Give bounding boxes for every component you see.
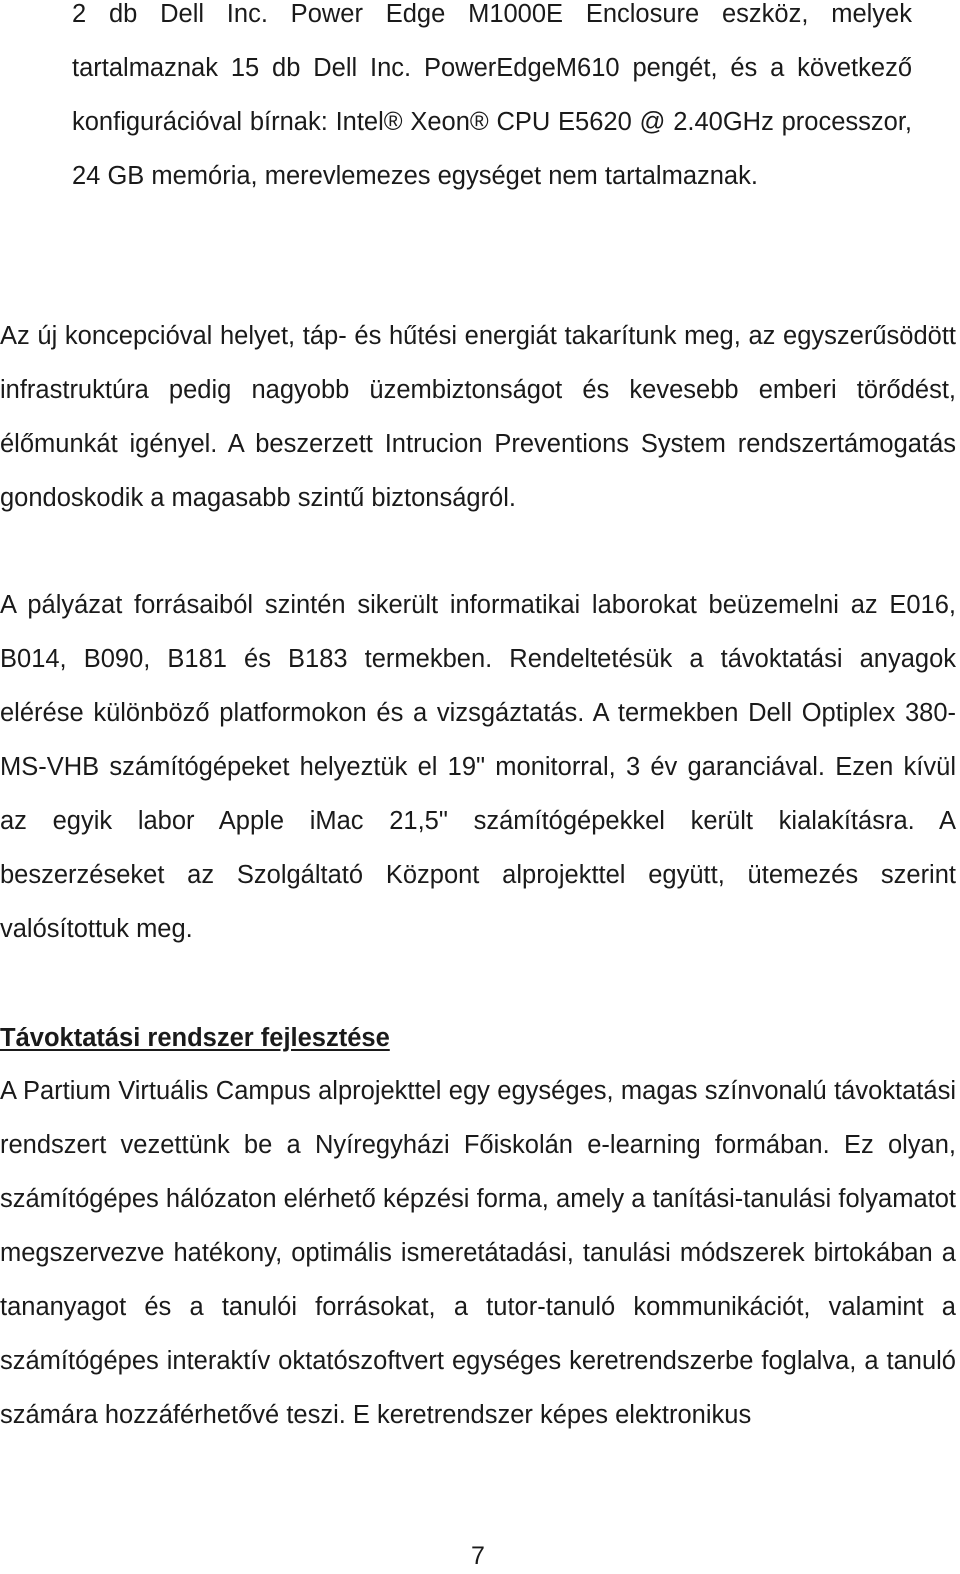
paragraph-new-concept: Az új koncepcióval helyet, táp- és hűtési energiát takarítunk meg, az egyszerűsödött infrastruktúra pedig nagyobb üzembiztonságot és kevesebb emberi törődést, élőmunkát igényel. A beszerzett Intrucion Preventions System rendszertámogatás gondoskodik a magasabb szintű biztonságról.	[0, 322, 956, 512]
paragraph-hardware-list-item: 2 db Dell Inc. Power Edge M1000E Enclosure eszköz, melyek tartalmaznak 15 db Dell Inc. PowerEdgeM610 pengét, és a következő konfigurációval bírnak: Intel® Xeon® CPU E5620 @ 2.40GHz processzor, 24 GB memória, merevlemezes egységet nem tartalmaznak.	[72, 0, 912, 190]
paragraph-it-labs: A pályázat forrásaiból szintén sikerült informatikai laborokat beüzemelni az E016, B014, B090, B181 és B183 termekben. Rendeltetésük a távoktatási anyagok elérése különböző platformokon és a vizsgáztatás. A termekben Dell Optiplex 380-MS-VHB számítógépeket helyeztük el 19" monitorral, 3 év garanciával. Ezen kívül az egyik labor Apple iMac 21,5" számítógépekkel került kialakításra. A beszerzéseket az Szolgáltató Központ alprojekttel együtt, ütemezés szerint valósítottuk meg.	[0, 591, 956, 943]
paragraph-elearning-system: A Partium Virtuális Campus alprojekttel egy egységes, magas színvonalú távoktatási rendszert vezettünk be a Nyíregyházi Főiskolán e-learning formában. Ez olyan, számítógépes hálózaton elérhető képzési forma, amely a tanítási-tanulási folyamatot megszervezve hatékony, optimális ismeretátadási, tanulási módszerek birtokában a tananyagot és a tanulói forrásokat, a tutor-tanuló kommunikációt, valamint a számítógépes interaktív oktatószoftvert egységes keretrendszerbe foglalva, a tanuló számára hozzáférhetővé teszi. E keretrendszer képes elektronikus	[0, 1077, 956, 1429]
page-number: 7	[471, 1542, 485, 1570]
section-heading: Távoktatási rendszer fejlesztése	[0, 1024, 390, 1052]
